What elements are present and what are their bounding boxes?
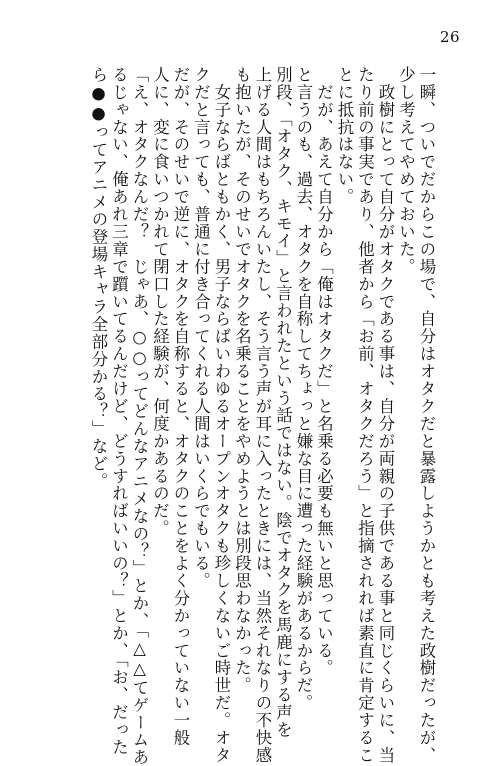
page-number: 26 — [440, 28, 461, 46]
text-line: ら●●ってアニメの登場キャラ全部分かる？」など。 — [89, 66, 108, 490]
text-line: るじゃない、俺あれ三章で躓いてるんだけど、どうすればいいの？」とか、「お、だった — [109, 66, 129, 756]
text-line: 政樹にとって自分がオタクである事は、自分が両親の子供である事と同じくらいに、当 — [376, 83, 395, 765]
text-line: 人に、変に食いつかれて閉口した経験が、何度かあるのだ。 — [150, 66, 170, 538]
text-line: だが、あえて自分から「俺はオタクだ」と名乗る必要も無いと思っている。 — [314, 83, 334, 677]
text-line: 上げる人間はもちろんいたし、そう言う声が耳に入ったときには、当然それなりの不快感 — [253, 66, 272, 764]
text-line: 少し考えてやめておいた。 — [396, 66, 416, 276]
text-line: と言うのも、過去、オタクを自称してちょっと嫌な目に遭った経験があるからだ。 — [294, 66, 313, 712]
text-line: 一瞬、ついでだからこの場で、自分はオタクだと暴露しようかとも考えた政樹だったが、 — [417, 66, 436, 764]
text-line: 「え、オタクなんだ？ じゃあ、○○ってどんなアニメなの？」とか、「△△てゲームあ — [130, 66, 149, 766]
text-line: たり前の事実であり、他者から「お前、オタクだろう」と指摘されれば素直に肯定するこ — [355, 66, 375, 764]
text-line: とに抵抗はない。 — [335, 66, 354, 206]
text-line: 女子ならばともかく、男子ならばいわゆるオープンオタクも珍しくないご時世だ。オタ — [212, 83, 231, 765]
text-line: 別段、「オタク、キモイ」と言われたという話ではない。陰でオタクを馬鹿にする声を — [273, 66, 293, 739]
body-text — [88, 66, 437, 766]
text-line: クだと言っても、普通に付き合ってくれる人間はいくらでもいる。 — [191, 66, 211, 590]
text-line: だが、そのせいで逆に、オタクを自称すると、オタクのことをよく分かっていない一般 — [171, 66, 190, 747]
text-line: も抱いたが、そのせいでオタクを名乗ることをやめようとは別段思わなかった。 — [232, 66, 252, 695]
